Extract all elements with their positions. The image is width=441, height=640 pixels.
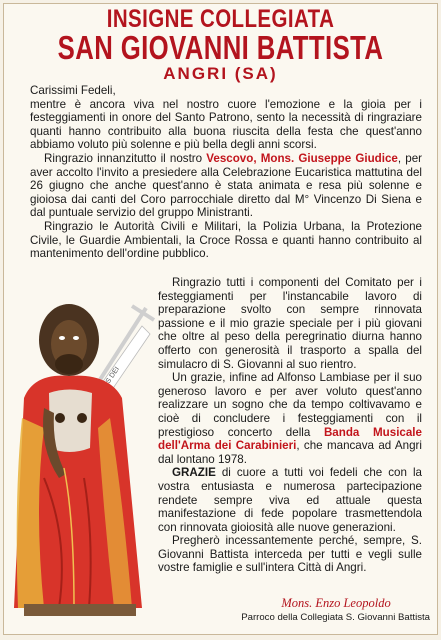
saint-statue-image [14, 278, 164, 618]
letter-paragraph-7: Pregherò incessantemente perché, sempre, S. Giovanni Battista interceda per tutti e vegli sulle vostre famiglie e sull'intera Città di Angri. [158, 534, 422, 575]
letter-paragraph-4: Ringrazio tutti i componenti del Comitato per i festeggiamenti per l'instancabile lavoro di preparazione svolto con sempre rinnovata passione e il mio grazie speciale per i più giovani che oltre al peso della peregrinatio diurna hanno offerto con generosità il trasporto a spalla del simulacro di S. Giovanni al suo rientro. [158, 276, 422, 371]
title-line-1: INSIGNE COLLEGIATA [106, 5, 335, 33]
p5-text-end: , che mancava ad Angri dal lontano 1978. [158, 439, 422, 466]
title-line-3: ANGRI (SA) [163, 64, 278, 83]
bishop-highlight: Vescovo, Mons. Giuseppe Giudice [206, 151, 398, 165]
p6-text: di cuore a tutti voi fedeli che con la vostra entusiasta e numerosa partecipazione rendete sempre viva ed attuale questa manifestazione di fede popolare trasmettendola con rinnovata gioiosità alle nuove generazioni. [158, 466, 422, 534]
title-line-2: SAN GIOVANNI BATTISTA [57, 29, 384, 66]
signature-name: Mons. Enzo Leopoldo [281, 596, 391, 610]
letter-paragraph-3: Ringrazio le Autorità Civili e Militari, la Polizia Urbana, la Protezione Civile, le Guardie Ambientali, la Croce Rossa e quanti hanno contribuito al mantenimento dell'ordine pubblico. [30, 219, 422, 261]
signature-role: Parroco della Collegiata S. Giovanni Battista [241, 612, 430, 623]
letter-paragraph-6 [158, 466, 422, 534]
p2-text-start: Ringrazio innanzitutto il nostro [44, 151, 207, 165]
letter-paragraph-5 [158, 371, 422, 466]
p5-text-start: Un grazie, infine ad Alfonso Lambiase per il suo generoso lavoro e per aver voluto quest'anno realizzare un sogno che da tempo coltivavamo e cioè di concludere i festeggiamenti con il prestigioso concerto della [158, 371, 422, 439]
grazie-word: GRAZIE [172, 466, 216, 480]
letter-paragraph-2 [30, 152, 422, 220]
band-highlight: Banda Musicale dell'Arma dei Carabinieri [158, 425, 422, 453]
p2-text-end: , per aver accolto l'invito a presiedere alla Celebrazione Eucaristica mattutina del 26 giugno che anche quest'anno è stata animata e resa più solenne e gioiosa dai canti del Coro parrocchiale diretto dal M° Vincenzo Di Siena e dal puntuale servizio del gruppo Ministranti. [30, 151, 423, 220]
letter-top-block [30, 84, 422, 261]
letter-greeting: Carissimi Fedeli, [30, 84, 116, 97]
letter-paragraph-1: mentre è ancora viva nel nostro cuore l'emozione e la gioia per i festeggiamenti in onore del Santo Patrono, sento la necessità di ringraziare quanti hanno contribuito alla buona riuscita della festa che quest'anno abbiamo voluto più solenne e più bella degli anni scorsi. [30, 97, 422, 152]
letter-right-block [158, 276, 422, 575]
